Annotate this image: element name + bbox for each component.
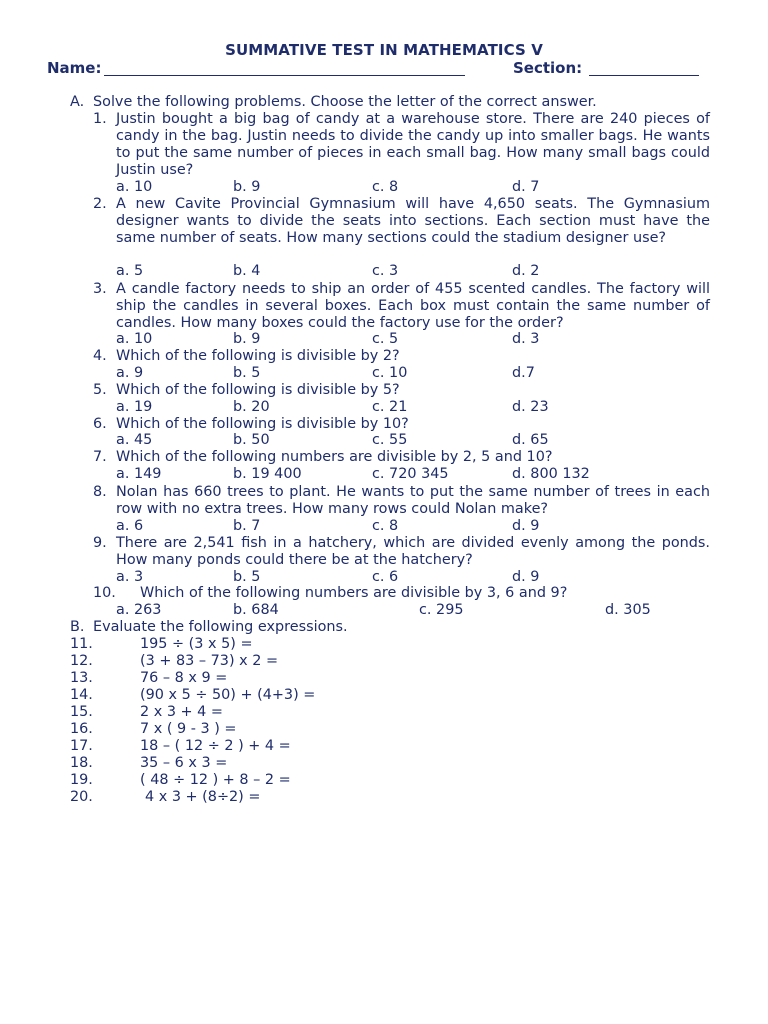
option-c: c. 55 (372, 432, 408, 448)
question-number: 10. (93, 585, 116, 601)
option-c: c. 295 (419, 602, 464, 618)
option-d: d. 23 (512, 399, 549, 415)
option-c: c. 10 (372, 365, 408, 381)
section-field[interactable] (589, 75, 699, 76)
option-d: d. 305 (605, 602, 651, 618)
option-d: d. 7 (512, 179, 540, 195)
option-a: a. 149 (116, 466, 162, 482)
expression-number: 19. (70, 772, 93, 788)
option-b: b. 50 (233, 432, 270, 448)
expression-text: 195 ÷ (3 x 5) = (140, 636, 253, 652)
option-b: b. 9 (233, 179, 261, 195)
option-c: c. 8 (372, 518, 399, 534)
option-a: a. 263 (116, 602, 162, 618)
part-b-instruction: Evaluate the following expressions. (93, 619, 348, 635)
option-b: b. 20 (233, 399, 270, 415)
question-number: 7. (93, 449, 107, 465)
option-c: c. 720 345 (372, 466, 449, 482)
question-number: 3. (93, 281, 107, 297)
expression-number: 12. (70, 653, 93, 669)
expression-number: 11. (70, 636, 93, 652)
option-a: a. 10 (116, 331, 153, 347)
question-text: Which of the following is divisible by 2? (116, 348, 400, 364)
part-b-letter: B. (70, 619, 85, 635)
expression-text: 18 – ( 12 ÷ 2 ) + 4 = (140, 738, 291, 754)
name-field[interactable] (104, 75, 465, 76)
question-number: 5. (93, 382, 107, 398)
expression-number: 17. (70, 738, 93, 754)
option-a: a. 19 (116, 399, 153, 415)
option-b: b. 5 (233, 569, 261, 585)
question-number: 2. (93, 196, 107, 212)
question-text: Which of the following is divisible by 5? (116, 382, 400, 398)
question-text: Which of the following numbers are divisible by 3, 6 and 9? (140, 585, 568, 601)
option-c: c. 5 (372, 331, 399, 347)
expression-text: (90 x 5 ÷ 50) + (4+3) = (140, 687, 316, 703)
expression-text: 7 x ( 9 - 3 ) = (140, 721, 237, 737)
option-a: a. 6 (116, 518, 144, 534)
expression-text: 35 – 6 x 3 = (140, 755, 228, 771)
option-d: d. 65 (512, 432, 549, 448)
name-label: Name: (47, 59, 102, 77)
expression-text: 2 x 3 + 4 = (140, 704, 223, 720)
part-a-letter: A. (70, 94, 85, 110)
question-number: 1. (93, 111, 107, 127)
option-a: a. 9 (116, 365, 144, 381)
option-d: d.7 (512, 365, 535, 381)
option-d: d. 2 (512, 263, 540, 279)
expression-number: 13. (70, 670, 93, 686)
question-number: 4. (93, 348, 107, 364)
student-header (47, 59, 707, 79)
question-text: Nolan has 660 trees to plant. He wants to put the same number of trees in each row with no extra trees. How many rows could Nolan make? (116, 484, 710, 517)
question-text: A new Cavite Provincial Gymnasium will have 4,650 seats. The Gymnasium designer wants to divide the seats into sections. Each section must have the same number of seats. How many sections could the stadium designer use? (116, 196, 710, 246)
option-b: b. 5 (233, 365, 261, 381)
expression-number: 14. (70, 687, 93, 703)
question-number: 8. (93, 484, 107, 500)
question-text: Justin bought a big bag of candy at a warehouse store. There are 240 pieces of candy in the bag. Justin needs to divide the candy up into smaller bags. He wants to put the same number of pieces in each small bag. How many small bags could Justin use? (116, 111, 710, 178)
option-c: c. 21 (372, 399, 408, 415)
expression-number: 20. (70, 789, 93, 805)
option-a: a. 3 (116, 569, 144, 585)
section-label: Section: (513, 59, 583, 77)
question-text: Which of the following is divisible by 10? (116, 416, 409, 432)
part-a-instruction: Solve the following problems. Choose the letter of the correct answer. (93, 94, 597, 110)
question-text: A candle factory needs to ship an order of 455 scented candles. The factory will ship the candles in several boxes. Each box must contain the same number of candles. How many boxes could the factory use for the order? (116, 281, 710, 331)
option-b: b. 4 (233, 263, 261, 279)
expression-text: (3 + 83 – 73) x 2 = (140, 653, 279, 669)
question-number: 6. (93, 416, 107, 432)
expression-number: 18. (70, 755, 93, 771)
expression-text: ( 48 ÷ 12 ) + 8 – 2 = (140, 772, 291, 788)
option-a: a. 5 (116, 263, 144, 279)
option-b: b. 19 400 (233, 466, 302, 482)
option-b: b. 9 (233, 331, 261, 347)
option-b: b. 684 (233, 602, 279, 618)
question-text: There are 2,541 fish in a hatchery, which are divided evenly among the ponds. How many ponds could there be at the hatchery? (116, 535, 710, 568)
option-d: d. 9 (512, 569, 540, 585)
expression-text: 4 x 3 + (8÷2) = (145, 789, 261, 805)
expression-number: 15. (70, 704, 93, 720)
option-a: a. 45 (116, 432, 153, 448)
question-number: 9. (93, 535, 107, 551)
option-a: a. 10 (116, 179, 153, 195)
page-title: SUMMATIVE TEST IN MATHEMATICS V (225, 41, 543, 59)
option-d: d. 9 (512, 518, 540, 534)
option-c: c. 3 (372, 263, 399, 279)
option-b: b. 7 (233, 518, 261, 534)
expression-text: 76 – 8 x 9 = (140, 670, 228, 686)
option-c: c. 6 (372, 569, 399, 585)
expression-number: 16. (70, 721, 93, 737)
question-text: Which of the following numbers are divisible by 2, 5 and 10? (116, 449, 553, 465)
option-d: d. 800 132 (512, 466, 590, 482)
option-c: c. 8 (372, 179, 399, 195)
option-d: d. 3 (512, 331, 540, 347)
